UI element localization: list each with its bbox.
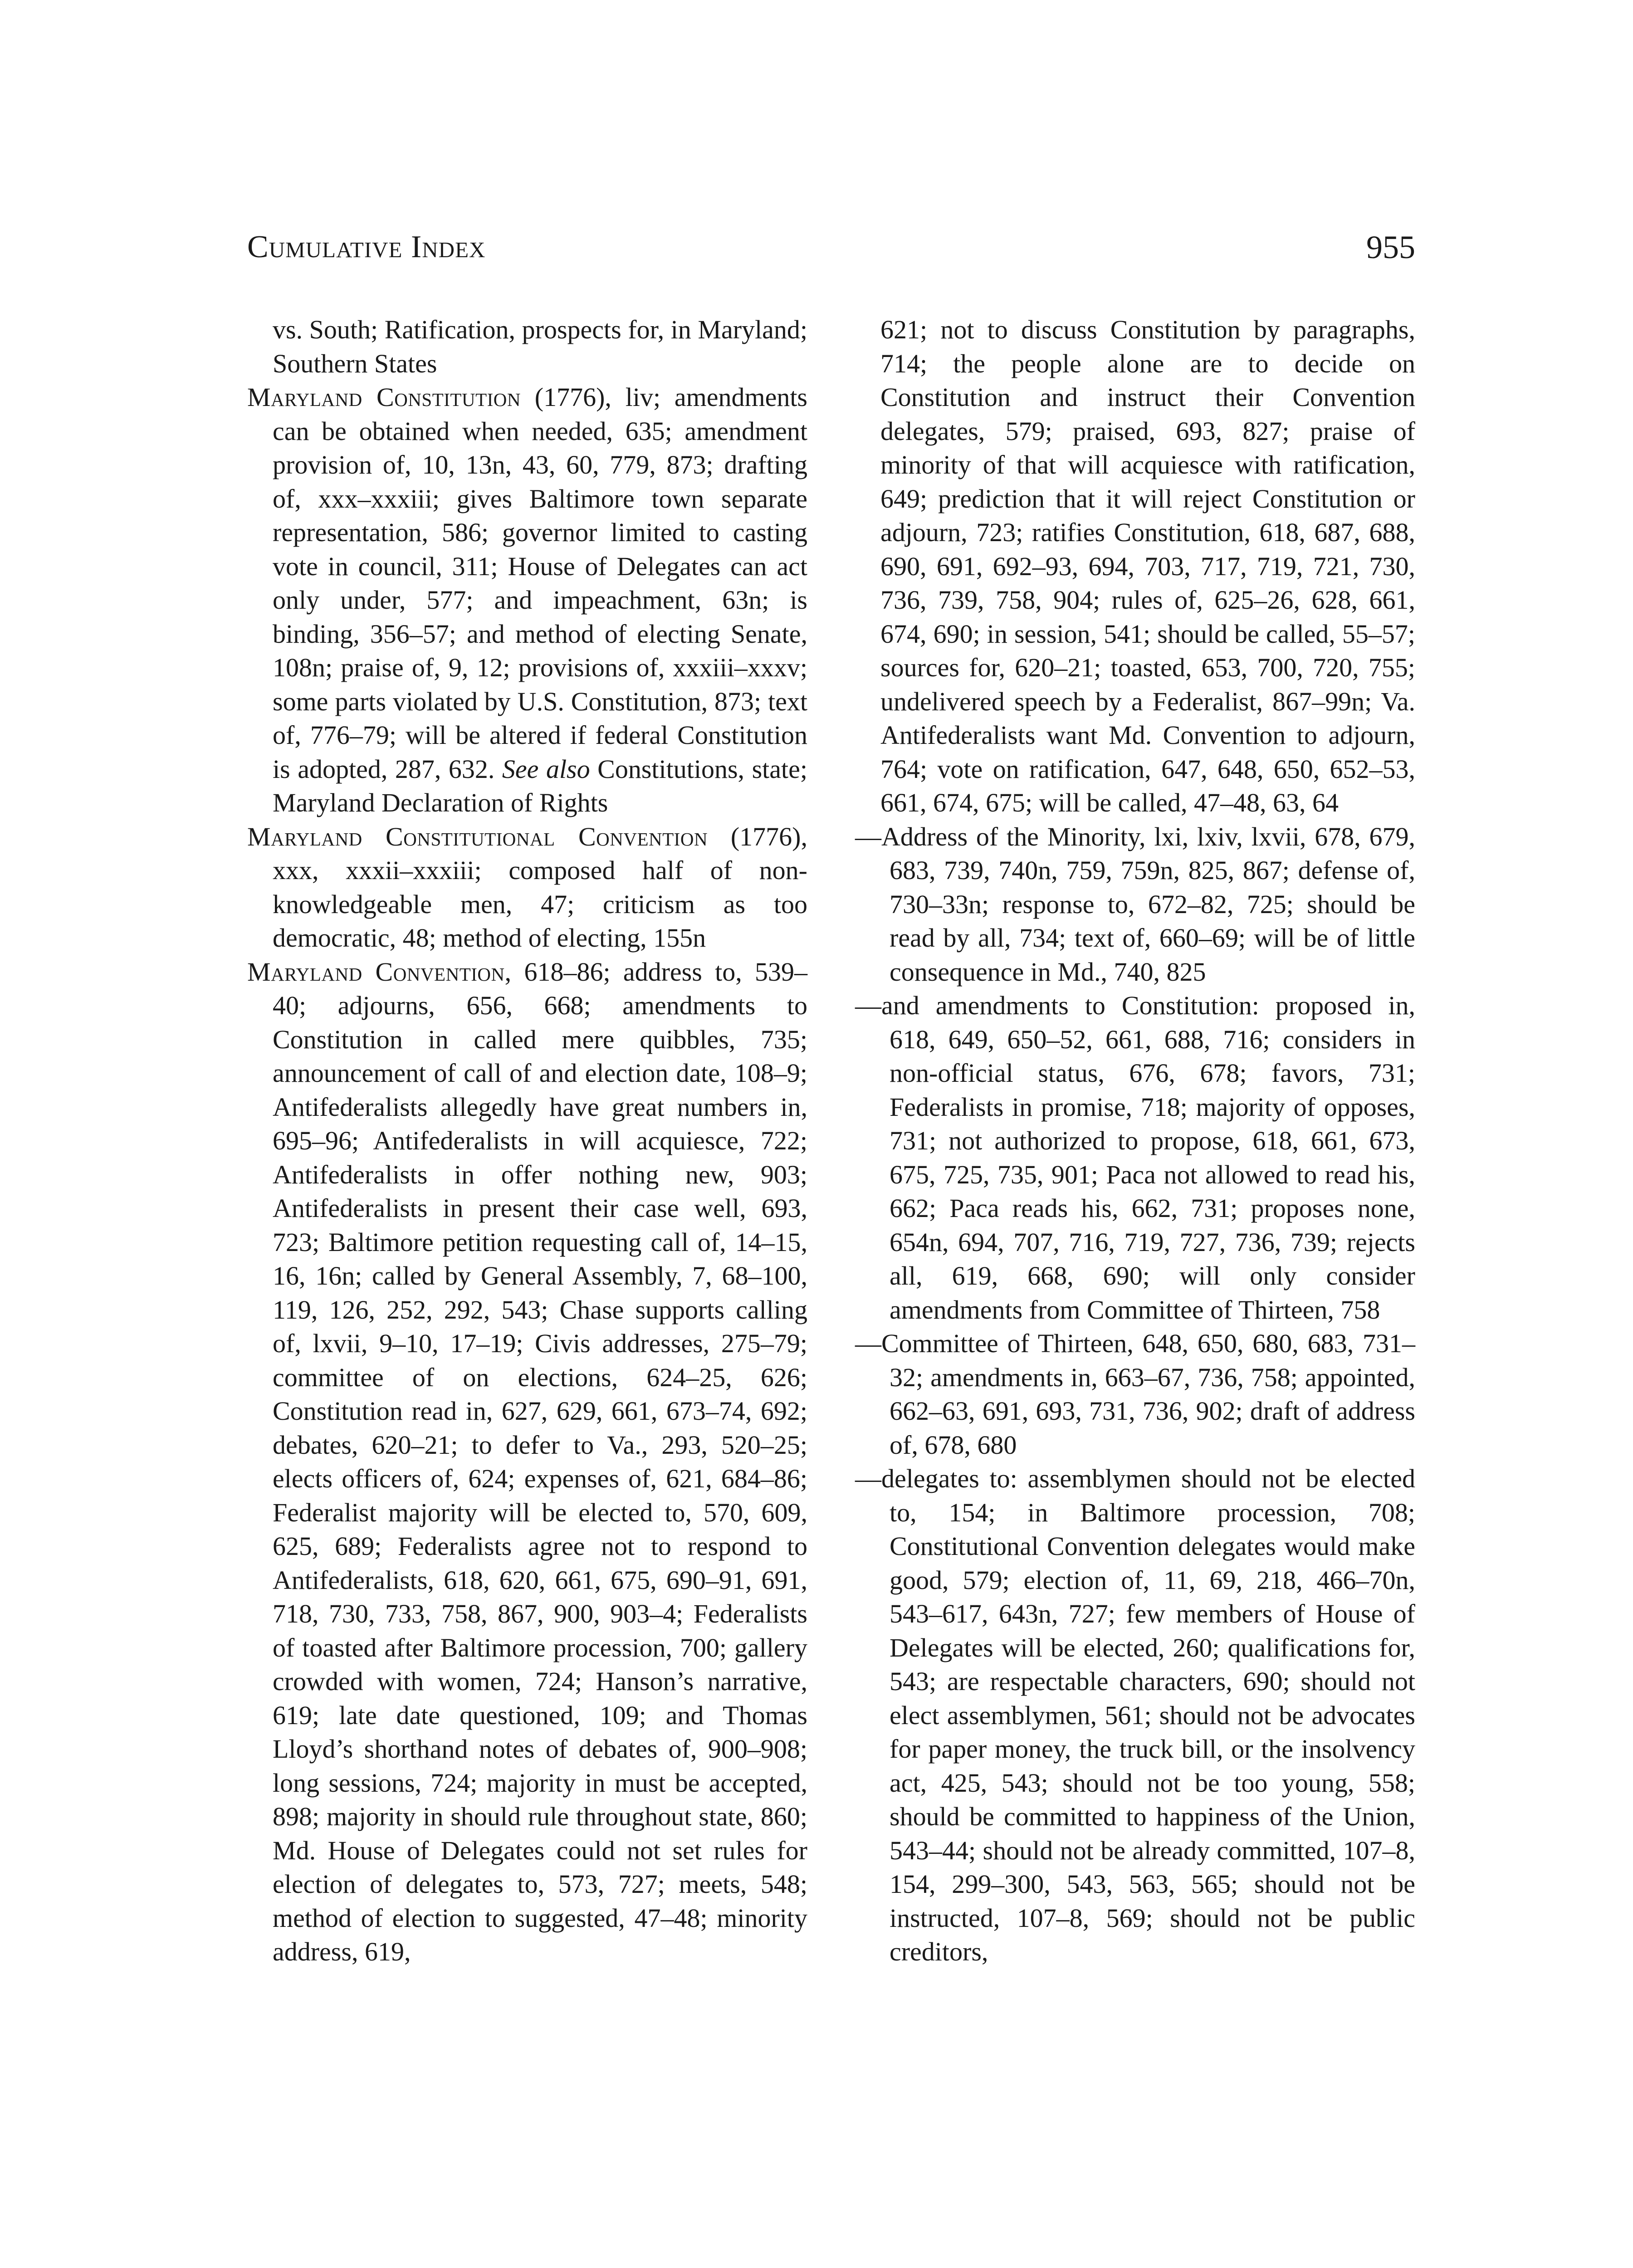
em-dash [855, 1464, 881, 1493]
subentry-amendments [855, 989, 1415, 1327]
em-dash [855, 1329, 881, 1358]
entry-maryland-convention [247, 955, 807, 1969]
entry-text: , 618–86; address to, 539–40; adjourns, 656, 668; amendments to Constitution in called mere quibbles, 735; announcement of call of and election date, 108–9; Antifederalists allegedly have great numbers in, 695–96; Antifederalists in will acquiesce, 722; Antifederalists in offer nothing new, 903; Antifederalists in present their case well, 693, 723; Baltimore petition requesting call of, 14–15, 16, 16n; called by General Assembly, 7, 68–100, 119, 126, 252, 292, 543; Chase supports calling of, lxvii, 9–10, 17–19; Civis addresses, 275–79; committee of on elections, 624–25, 626; Constitution read in, 627, 629, 661, 673–74, 692; debates, 620–21; to defer to Va., 293, 520–25; elects officers of, 624; expenses of, 621, 684–86; Federalist majority will be elected to, 570, 609, 625, 689; Federalists agree not to respond to Antifederalists, 618, 620, 661, 675, 690–91, 691, 718, 730, 733, 758, 867, 900, 903–4; Federalists of toasted after Baltimore procession, 700; gallery crowded with women, 724; Hanson’s narrative, 619; late date questioned, 109; and Thomas Lloyd’s shorthand notes of debates of, 900–908; long sessions, 724; majority in must be accepted, 898; majority in should rule throughout state, 860; Md. House of Delegates could not set rules for election of delegates to, 573, 727; meets, 548; method of election to suggested, 47–48; minority address, 619, [273, 957, 808, 1966]
subentry-text: delegates to: assemblymen should not be elected to, 154; in Baltimore procession, 708; Constitutional Convention delegates would make good, 579; election of, 11, 69, 218, 466–70n, 543–617, 643n, 727; few members of House of Delegates will be elected, 260; qualifications for, 543; are respectable characters, 690; should not elect assemblymen, 561; should not be advocates for paper money, the truck bill, or the insolvency act, 425, 543; should not be too young, 558; should be committed to happiness of the Union, 543–44; should not be already committed, 107–8, 154, 299–300, 543, 563, 565; should not be instructed, 107–8, 569; should not be public creditors, [881, 1464, 1415, 1966]
entry-text: (1776), liv; amendments can be obtained when needed, 635; amendment provision of, 10, 13n, 43, 60, 779, 873; drafting of, xxx–xxxiii; gives Baltimore town separate representation, 586; governor limited to casting vote in council, 311; House of Delegates can act only under, 577; and impeachment, 63n; is binding, 356–57; and method of electing Senate, 108n; praise of, 9, 12; provisions of, xxxiii–xxxv; some parts violated by U.S. Constitution, 873; text of, 776–79; will be altered if federal Constitution is adopted, 287, 632. [273, 382, 807, 784]
entry-headword: Maryland Constitutional Convention [247, 821, 708, 851]
entry-text: (1776), xxx, xxxii–xxxiii; composed half of non-knowledgeable men, 47; criticism as too democratic, 48; method of electing, 155n [273, 821, 807, 953]
see-also-label: See also [502, 754, 590, 784]
running-head: Cumulative Index [247, 230, 486, 264]
page-header [247, 225, 1415, 270]
entry-headword: Maryland Constitution [247, 382, 521, 412]
entry-continuation: 621; not to discuss Constitution by paragraphs, 714; the people alone are to decide on Constitution and instruct their Convention delegates, 579; praised, 693, 827; praise of minority of that will acquiesce with ratification, 649; prediction that it will reject Constitution or adjourn, 723; ratifies Constitution, 618, 687, 688, 690, 691, 692–93, 694, 703, 717, 719, 721, 730, 736, 739, 758, 904; rules of, 625–26, 628, 661, 674, 690; in session, 541; should be called, 55–57; sources for, 620–21; toasted, 653, 700, 720, 755; undelivered speech by a Federalist, 867–99n; Va. Antifederalists want Md. Convention to adjourn, 764; vote on ratification, 647, 648, 650, 652–53, 661, 674, 675; will be called, 47–48, 63, 64 [880, 315, 1415, 817]
right-column [855, 313, 1415, 1969]
subentry-text: and amendments to Constitution: proposed in, 618, 649, 650–52, 661, 688, 716; considers in non-official status, 676, 678; favors, 731; Federalists in promise, 718; majority of opposes, 731; not authorized to propose, 618, 661, 673, 675, 725, 735, 901; Paca not allowed to read his, 662; Paca reads his, 662, 731; proposes none, 654n, 694, 707, 716, 719, 727, 736, 739; rejects all, 619, 668, 690; will only consider amendments from Committee of Thirteen, 758 [881, 991, 1415, 1325]
see-also-text: Constitutions, state; Maryland Declaration of Rights [273, 754, 807, 817]
subentry-delegates-to [855, 1462, 1415, 1969]
page-number: 955 [1366, 229, 1415, 265]
em-dash [855, 822, 881, 851]
em-dash [855, 991, 881, 1020]
subentry-address-of-minority [855, 820, 1415, 989]
subentry-text: Committee of Thirteen, 648, 650, 680, 683, 731–32; amendments in, 663–67, 736, 758; appointed, 662–63, 691, 693, 731, 736, 902; draft of address of, 678, 680 [881, 1329, 1415, 1460]
entry-maryland-constitution [247, 381, 807, 820]
left-column [247, 313, 807, 1969]
subentry-committee-of-thirteen [855, 1327, 1415, 1462]
entry-headword: Maryland Convention [247, 957, 505, 987]
entry-continuation: vs. South; Ratification, prospects for, in Maryland; Southern States [273, 315, 807, 378]
entry-maryland-constitutional-convention [247, 820, 807, 955]
subentry-text: Address of the Minority, lxi, lxiv, lxvii, 678, 679, 683, 739, 740n, 759, 759n, 825, 867; defense of, 730–33n; response to, 672–82, 725; should be read by all, 734; text of, 660–69; will be of little consequence in Md., 740, 825 [881, 821, 1415, 987]
